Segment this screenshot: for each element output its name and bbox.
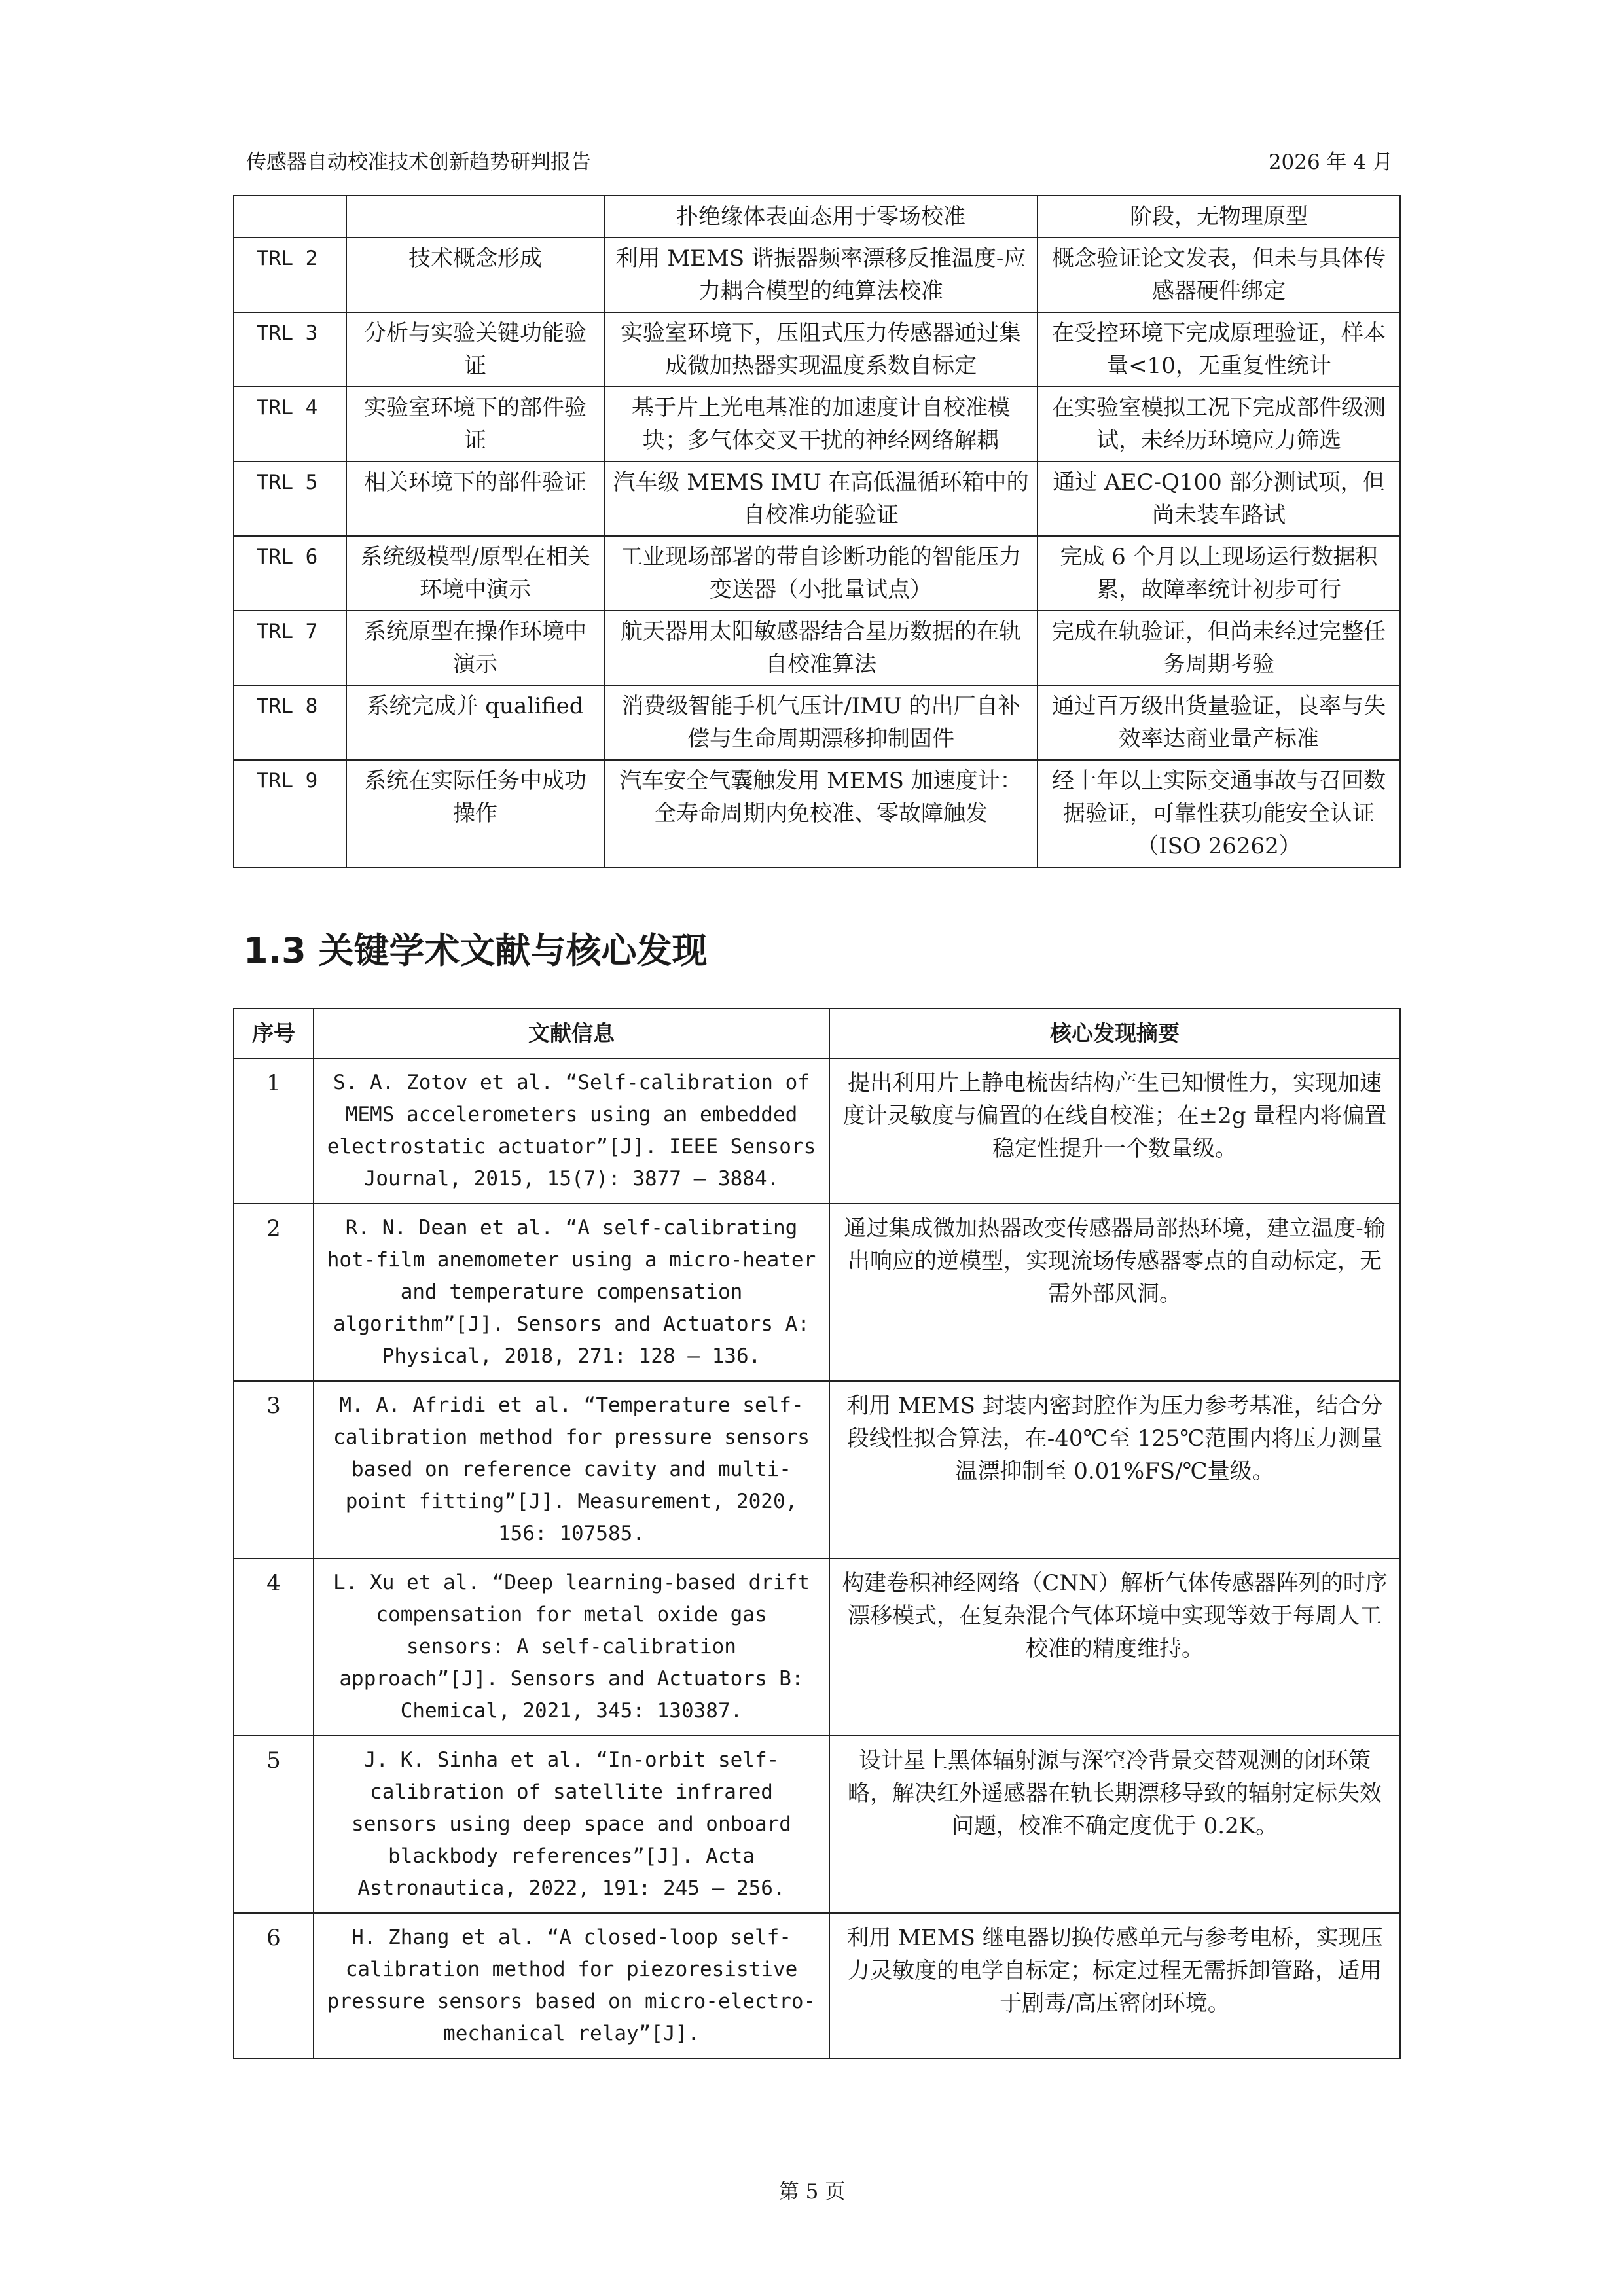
trl-example: 航天器用太阳敏感器结合星历数据的在轨自校准算法 — [604, 611, 1038, 685]
trl-example: 实验室环境下，压阻式压力传感器通过集成微加热器实现温度系数自标定 — [604, 312, 1038, 387]
trl-example: 消费级智能手机气压计/IMU 的出厂自补偿与生命周期漂移抑制固件 — [604, 685, 1038, 760]
header-title: 传感器自动校准技术创新趋势研判报告 — [246, 151, 591, 174]
trl-evidence: 概念验证论文发表，但未与具体传感器硬件绑定 — [1038, 238, 1400, 312]
trl-stage — [346, 196, 604, 238]
trl-evidence: 在实验室模拟工况下完成部件级测试，未经历环境应力筛选 — [1038, 387, 1400, 461]
trl-level: TRL 6 — [234, 536, 346, 611]
finding-summary: 构建卷积神经网络（CNN）解析气体传感器阵列的时序漂移模式，在复杂混合气体环境中实现等效于每周人工校准的精度维持。 — [829, 1558, 1400, 1736]
trl-stage: 相关环境下的部件验证 — [346, 461, 604, 536]
finding-summary: 利用 MEMS 继电器切换传感单元与参考电桥，实现压力灵敏度的电学自标定；标定过程无需拆卸管路，适用于剧毒/高压密闭环境。 — [829, 1913, 1400, 2058]
trl-level: TRL 5 — [234, 461, 346, 536]
finding-summary: 设计星上黑体辐射源与深空冷背景交替观测的闭环策略，解决红外遥感器在轨长期漂移导致的辐射定标失效问题，校准不确定度优于 0.2K。 — [829, 1736, 1400, 1913]
trl-evidence: 阶段，无物理原型 — [1038, 196, 1400, 238]
trl-table — [233, 195, 1401, 868]
trl-stage: 实验室环境下的部件验证 — [346, 387, 604, 461]
reference-number: 5 — [234, 1736, 314, 1913]
table-row — [234, 1558, 1400, 1736]
trl-level — [234, 196, 346, 238]
trl-stage: 系统级模型/原型在相关环境中演示 — [346, 536, 604, 611]
trl-evidence: 在受控环境下完成原理验证，样本量<10，无重复性统计 — [1038, 312, 1400, 387]
trl-evidence: 完成 6 个月以上现场运行数据积累，故障率统计初步可行 — [1038, 536, 1400, 611]
reference-citation: H. Zhang et al. “A closed-loop self-calibration method for piezoresistive pressure sensors based on micro-electro-mechanical relay”[J]. — [314, 1913, 829, 2058]
trl-stage: 分析与实验关键功能验证 — [346, 312, 604, 387]
table-row — [234, 611, 1400, 685]
table-row — [234, 760, 1400, 867]
table-row — [234, 536, 1400, 611]
reference-number: 1 — [234, 1058, 314, 1204]
trl-evidence: 经十年以上实际交通事故与召回数据验证，可靠性获功能安全认证（ISO 26262） — [1038, 760, 1400, 867]
reference-number: 6 — [234, 1913, 314, 2058]
literature-table — [233, 1008, 1401, 2059]
trl-example: 汽车级 MEMS IMU 在高低温循环箱中的自校准功能验证 — [604, 461, 1038, 536]
reference-citation: L. Xu et al. “Deep learning-based drift compensation for metal oxide gas sensors: A self-calibration approach”[J]. Sensors and Actuators B: Chemical, 2021, 345: 130387. — [314, 1558, 829, 1736]
trl-level: TRL 8 — [234, 685, 346, 760]
table-row — [234, 1058, 1400, 1204]
page-number: 第 5 页 — [778, 2180, 846, 2204]
reference-citation: R. N. Dean et al. “A self-calibrating hot-film anemometer using a micro-heater and temperature compensation algorithm”[J]. Sensors and Actuators A: Physical, 2018, 271: 128 – 136. — [314, 1204, 829, 1381]
reference-citation: J. K. Sinha et al. “In-orbit self-calibration of satellite infrared sensors using deep space and onboard blackbody references”[J]. Acta Astronautica, 2022, 191: 245 – 256. — [314, 1736, 829, 1913]
table-row — [234, 685, 1400, 760]
table-row — [234, 1913, 1400, 2058]
trl-example: 利用 MEMS 谐振器频率漂移反推温度-应力耦合模型的纯算法校准 — [604, 238, 1038, 312]
table-row — [234, 461, 1400, 536]
header-date: 2026 年 4 月 — [1268, 151, 1393, 174]
reference-number: 3 — [234, 1381, 314, 1558]
trl-example: 汽车安全气囊触发用 MEMS 加速度计：全寿命周期内免校准、零故障触发 — [604, 760, 1038, 867]
trl-level: TRL 9 — [234, 760, 346, 867]
section-heading: 1.3 关键学术文献与核心发现 — [244, 930, 708, 971]
trl-stage: 系统原型在操作环境中演示 — [346, 611, 604, 685]
finding-summary: 通过集成微加热器改变传感器局部热环境，建立温度-输出响应的逆模型，实现流场传感器零点的自动标定，无需外部风洞。 — [829, 1204, 1400, 1381]
finding-summary: 提出利用片上静电梳齿结构产生已知惯性力，实现加速度计灵敏度与偏置的在线自校准；在±2g 量程内将偏置稳定性提升一个数量级。 — [829, 1058, 1400, 1204]
reference-number: 2 — [234, 1204, 314, 1381]
trl-example: 基于片上光电基准的加速度计自校准模块；多气体交叉干扰的神经网络解耦 — [604, 387, 1038, 461]
table-row — [234, 1736, 1400, 1913]
trl-example: 工业现场部署的带自诊断功能的智能压力变送器（小批量试点） — [604, 536, 1038, 611]
trl-stage: 系统完成并 qualified — [346, 685, 604, 760]
table-row — [234, 196, 1400, 238]
table-header-row — [234, 1009, 1400, 1058]
reference-citation: M. A. Afridi et al. “Temperature self-calibration method for pressure sensors based on reference cavity and multi-point fitting”[J]. Measurement, 2020, 156: 107585. — [314, 1381, 829, 1558]
trl-level: TRL 3 — [234, 312, 346, 387]
reference-citation: S. A. Zotov et al. “Self-calibration of MEMS accelerometers using an embedded electrostatic actuator”[J]. IEEE Sensors Journal, 2015, 15(7): 3877 – 3884. — [314, 1058, 829, 1204]
trl-stage: 系统在实际任务中成功操作 — [346, 760, 604, 867]
trl-evidence: 通过 AEC-Q100 部分测试项，但尚未装车路试 — [1038, 461, 1400, 536]
trl-example: 扑绝缘体表面态用于零场校准 — [604, 196, 1038, 238]
column-header-number: 序号 — [234, 1009, 314, 1058]
column-header-summary: 核心发现摘要 — [829, 1009, 1400, 1058]
table-row — [234, 387, 1400, 461]
table-row — [234, 1381, 1400, 1558]
trl-evidence: 通过百万级出货量验证，良率与失效率达商业量产标准 — [1038, 685, 1400, 760]
trl-level: TRL 2 — [234, 238, 346, 312]
trl-level: TRL 7 — [234, 611, 346, 685]
column-header-reference: 文献信息 — [314, 1009, 829, 1058]
table-row — [234, 1204, 1400, 1381]
trl-evidence: 完成在轨验证，但尚未经过完整任务周期考验 — [1038, 611, 1400, 685]
table-row — [234, 312, 1400, 387]
table-row — [234, 238, 1400, 312]
finding-summary: 利用 MEMS 封装内密封腔作为压力参考基准，结合分段线性拟合算法，在-40℃至 125℃范围内将压力测量温漂抑制至 0.01%FS/℃量级。 — [829, 1381, 1400, 1558]
trl-stage: 技术概念形成 — [346, 238, 604, 312]
reference-number: 4 — [234, 1558, 314, 1736]
trl-level: TRL 4 — [234, 387, 346, 461]
